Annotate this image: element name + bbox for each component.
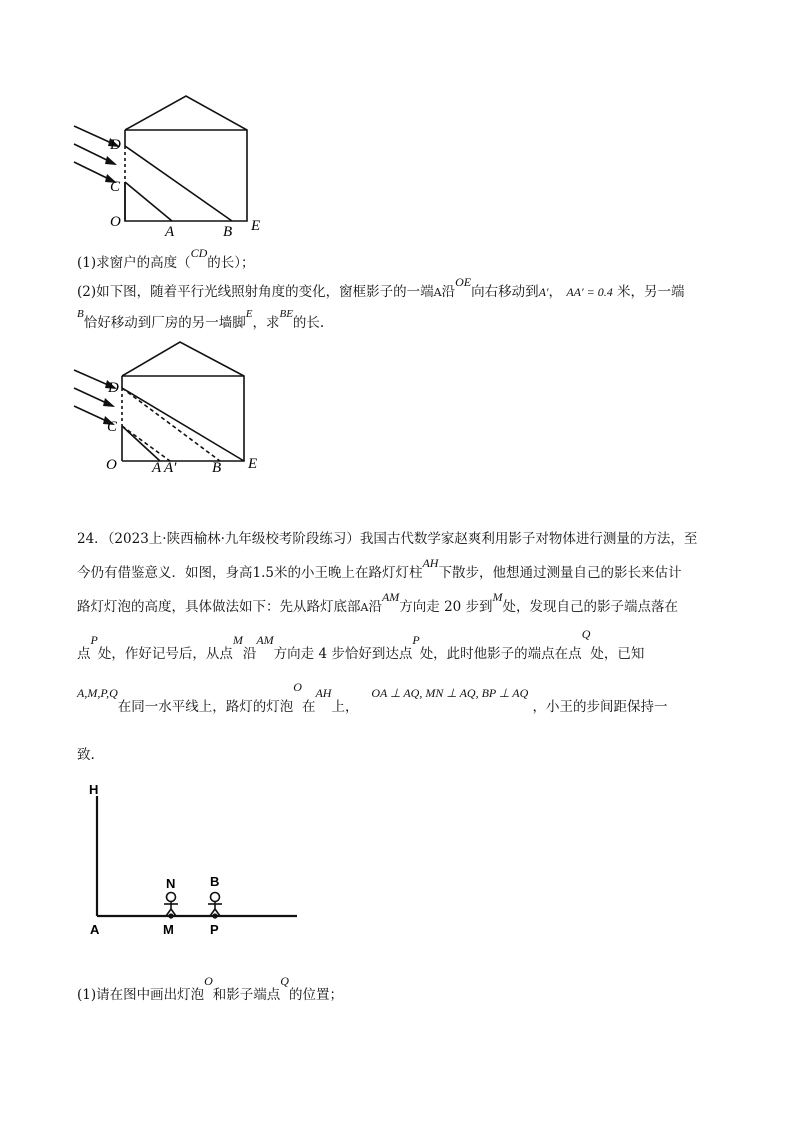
fig1-label-D: D xyxy=(110,137,121,153)
question-1: (1)求窗户的高度（CD的长）； xyxy=(77,246,255,271)
fig2-label-O: O xyxy=(106,457,117,473)
fig3-label-N: N xyxy=(166,876,176,891)
question-2-line-1: (2)如下图，随着平行光线照射角度的变化，窗框影子的一端A沿OE向右移动到A′， AA′ = 0.4 米，另一端 xyxy=(77,275,685,300)
figure-street-lamp xyxy=(84,776,304,936)
problem-24-line-6: 致. xyxy=(77,747,95,763)
problem-24-line-3: 路灯灯泡的高度，具体做法如下：先从路灯底部A沿AM方向走 20 步到M处，发现自己的影子端点落在 xyxy=(77,590,679,615)
fig3-label-H: H xyxy=(89,782,99,797)
fig2-label-D: D xyxy=(108,380,119,396)
math-AA-prime: AA′ = 0.4 xyxy=(566,285,613,299)
fig2-label-E: E xyxy=(248,456,258,472)
fig2-label-A-prime: A′ xyxy=(164,460,177,476)
fig3-label-P: P xyxy=(210,922,219,936)
problem-24-line-4: 点P处，作好记号后，从点M沿AM方向走 4 步恰好到达点P处，此时他影子的端点在点Q处，已知 xyxy=(77,627,645,662)
person-BP xyxy=(208,893,222,917)
fig1-label-E: E xyxy=(251,218,261,234)
problem-24-line-2: 今仍有借鉴意义．如图，身高1.5米的小王晚上在路灯灯柱AH下散步，他想通过测量自己的影长来估计 xyxy=(77,556,682,581)
fig3-label-A: A xyxy=(90,922,100,936)
fig1-label-A: A xyxy=(165,224,175,238)
figure-window-shadow-1 xyxy=(60,88,280,238)
math-CD: CD xyxy=(190,246,208,260)
fig2-label-A: A xyxy=(152,460,162,476)
fig3-label-B: B xyxy=(210,874,220,889)
problem-24-line-5: A,M,P,Q在同一水平线上，路灯的灯泡O在AH上， OA ⊥ AQ, MN ⊥ AQ, BP ⊥ AQ ，小王的步间距保持一 xyxy=(77,680,668,715)
fig1-label-B: B xyxy=(223,224,233,238)
fig1-label-O: O xyxy=(110,214,121,230)
person-MN xyxy=(164,893,178,917)
fig2-label-C: C xyxy=(107,419,118,435)
fig3-label-M: M xyxy=(163,922,174,936)
fig1-label-C: C xyxy=(110,179,121,195)
question-2-line-2: $^B$恰好移动到厂房的另一墙脚$^E$，求$^{BE}$的长. xyxy=(77,308,325,331)
figure-window-shadow-2 xyxy=(60,338,280,478)
problem-24-line-1: 24．（2023上·陕西榆林·九年级校考阶段练习）我国古代数学家赵爽利用影子对物体进行测量的方法，至 xyxy=(77,531,698,547)
question-24-1: (1)请在图中画出灯泡O和影子端点Q的位置； xyxy=(77,974,343,1003)
fig2-label-B: B xyxy=(212,460,222,476)
